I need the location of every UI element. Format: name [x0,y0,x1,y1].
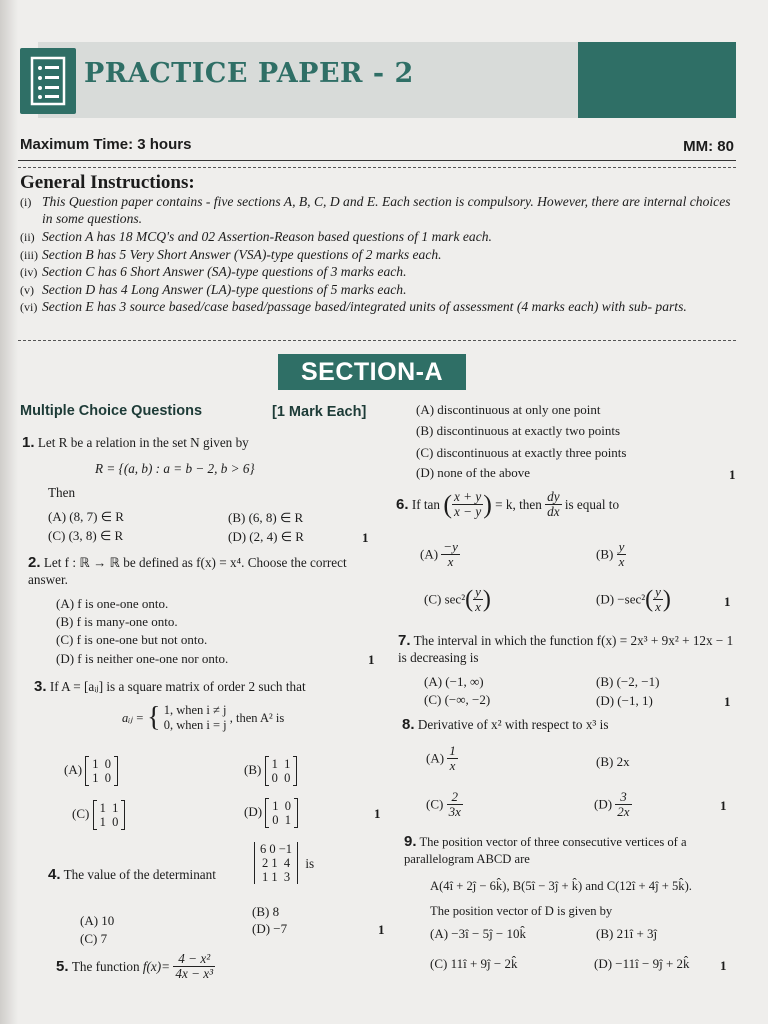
option-c: (C) 7 [80,931,108,946]
mark-value: 1 [729,467,736,482]
mcq-heading: Multiple Choice Questions [20,403,203,419]
option-d: (D) −sec²( $\frac{y}{x}$ ) [596,584,671,614]
matrix: 1 0 0 1 [265,798,298,828]
mark-value: 1 [368,652,375,667]
option-b: (B) f is many-one onto. [56,614,178,629]
question-1: 1. Let R be a relation in the set N given by [22,434,249,451]
option-a: (A) 10 [80,913,115,928]
option-c: (C) discontinuous at exactly three points [416,445,627,460]
option-a: (A) (−1, ∞) [424,674,484,689]
option-c: (C) f is one-one but not onto. [56,632,208,647]
matrix: 1 1 1 0 [93,800,126,830]
max-time: Maximum Time: 3 hours [20,136,192,153]
mark-value: 1 [724,594,731,609]
instructions-list [20,194,736,316]
question-8: 8. Derivative of x² with respect to x³ is [402,716,609,733]
option-a: (A) −3î − 5ĵ − 10k̂ [430,926,527,941]
option-d: (D) −11î − 9ĵ + 2k̂ [594,956,690,971]
option-a: (A) $\frac{1}{x}$ [426,743,456,773]
option-d: (D) $\frac{3}{2x}$ [594,789,630,819]
question-5: 5. The function f(x)= $\frac{\text{4 − x²}}{\text{4x − x³}}$ [56,951,214,981]
option-a: (A) (8, 7) ∈ R [48,509,124,524]
question-2: 2. Let f : ℝ → ℝ be defined as f(x) = x⁴. Choose the correct answer. [28,554,347,587]
option-d: (D) (−1, 1) [596,693,653,708]
divider-dashed [18,340,736,341]
mark-value: 1 [378,922,385,937]
option-b: (B) (−2, −1) [596,674,660,689]
document-list-icon [30,56,66,106]
option-b: (B) $\frac{y}{x}$ [596,539,625,569]
option-d: (D) none of the above [416,465,531,480]
fraction: $\frac{\text{4 − x²}}{\text{4x − x³}}$ [175,951,214,981]
question-1-then: Then [48,485,76,500]
header-accent-block [578,42,736,118]
mark-value: 1 [362,530,369,545]
instruction-item: (ii) Section A has 18 MCQ's and 02 Assertion-Reason based questions of 1 mark each. [20,229,492,244]
instruction-item: (vi) Section E has 3 source based/case based/passage based/integrated units of assessment (4 marks each) with sub- parts. [20,299,687,314]
mark-value: 1 [720,958,727,973]
question-4: 4. The value of the determinant [48,866,216,883]
mark-value: 1 [724,694,731,709]
matrix: 1 0 1 0 [85,756,118,786]
max-marks: MM: 80 [683,138,734,155]
divider-dashed [18,167,736,168]
question-9-vectors: A(4î + 2ĵ − 6k̂), B(5î − 3ĵ + k̂) and C(12î + 4ĵ + 5k̂). [430,879,692,893]
divider [18,160,736,161]
instruction-item: (iv) Section C has 6 Short Answer (SA)-type questions of 3 marks each. [20,264,407,279]
option-b: (B) 2x [596,754,630,769]
question-3-definition: aᵢⱼ = { 1, when i ≠ j 0, when i = j , then A² is [122,702,285,733]
option-d: (D) f is neither one-one nor onto. [56,651,229,666]
instructions-title: General Instructions: [20,172,195,193]
instruction-item: (v) Section D has 4 Long Answer (LA)-type questions of 5 marks each. [20,281,407,297]
option-a: (A) $\frac{-y}{x}$ [420,539,458,569]
instruction-item: (i) This Question paper contains - five sections A, B, C, D and E. Each section is compulsory. However, there are internal choices in some questions. [20,194,731,226]
mark-heading: [1 Mark Each] [272,404,367,420]
option-b: (B) discontinuous at exactly two points [416,423,621,438]
option-c: (C) (−∞, −2) [424,692,491,707]
instruction-item: (iii) Section B has 5 Very Short Answer (VSA)-type questions of 2 marks each. [20,246,442,262]
option-c: (C) $\frac{2}{3x}$ [426,789,461,819]
question-1-formula: R = {(a, b) : a = b − 2, b > 6} [95,461,255,476]
header-icon-box [20,48,76,114]
option-b: (B) 8 [252,904,280,919]
option-b: (B) 1 1 0 0 [244,756,297,786]
mark-value: 1 [720,798,727,813]
option-a: (A) discontinuous at only one point [416,402,601,417]
mark-value: 1 [374,806,381,821]
option-d: (D) (2, 4) ∈ R [228,529,304,544]
section-banner: SECTION-A [278,354,466,390]
question-9: 9. The position vector of three consecutive vertices of a parallelogram ABCD are [404,833,687,866]
page-gutter [0,0,18,1024]
option-c: (C) sec²( $\frac{y}{x}$ ) [424,584,491,614]
fraction: $\frac{x + y}{x - y}$ [453,489,482,519]
page-title: PRACTICE PAPER - 2 [84,58,414,89]
option-b: (B) (6, 8) ∈ R [228,510,304,525]
option-a: (A) f is one-one onto. [56,596,169,611]
question-3: 3. If A = [aᵢⱼ] is a square matrix of order 2 such that [34,678,306,695]
option-b: (B) 21î + 3ĵ [596,926,658,941]
meta-row [18,134,736,158]
option-c: (C) 1 1 1 0 [72,800,125,830]
option-a: (A) 1 0 1 0 [64,756,118,786]
option-c: (C) (3, 8) ∈ R [48,528,124,543]
option-d: (D) 1 0 0 1 [244,798,298,828]
option-d: (D) −7 [252,921,288,936]
question-6: 6. If tan ( $\frac{x + y}{x - y}$ ) = k, then $\frac{dy}{dx}$ is equal to [396,489,620,519]
determinant: 6 0 −1 2 1 4 1 1 3 is [254,842,314,884]
option-c: (C) 11î + 9ĵ − 2k̂ [430,956,518,971]
matrix: 1 1 0 0 [265,756,298,786]
question-7: 7. The interval in which the function f(x) = 2x³ + 9x² + 12x − 1 is decreasing is [398,632,734,665]
fraction: $\frac{dy}{dx}$ [547,489,560,519]
question-9-prompt: The position vector of D is given by [430,904,613,918]
